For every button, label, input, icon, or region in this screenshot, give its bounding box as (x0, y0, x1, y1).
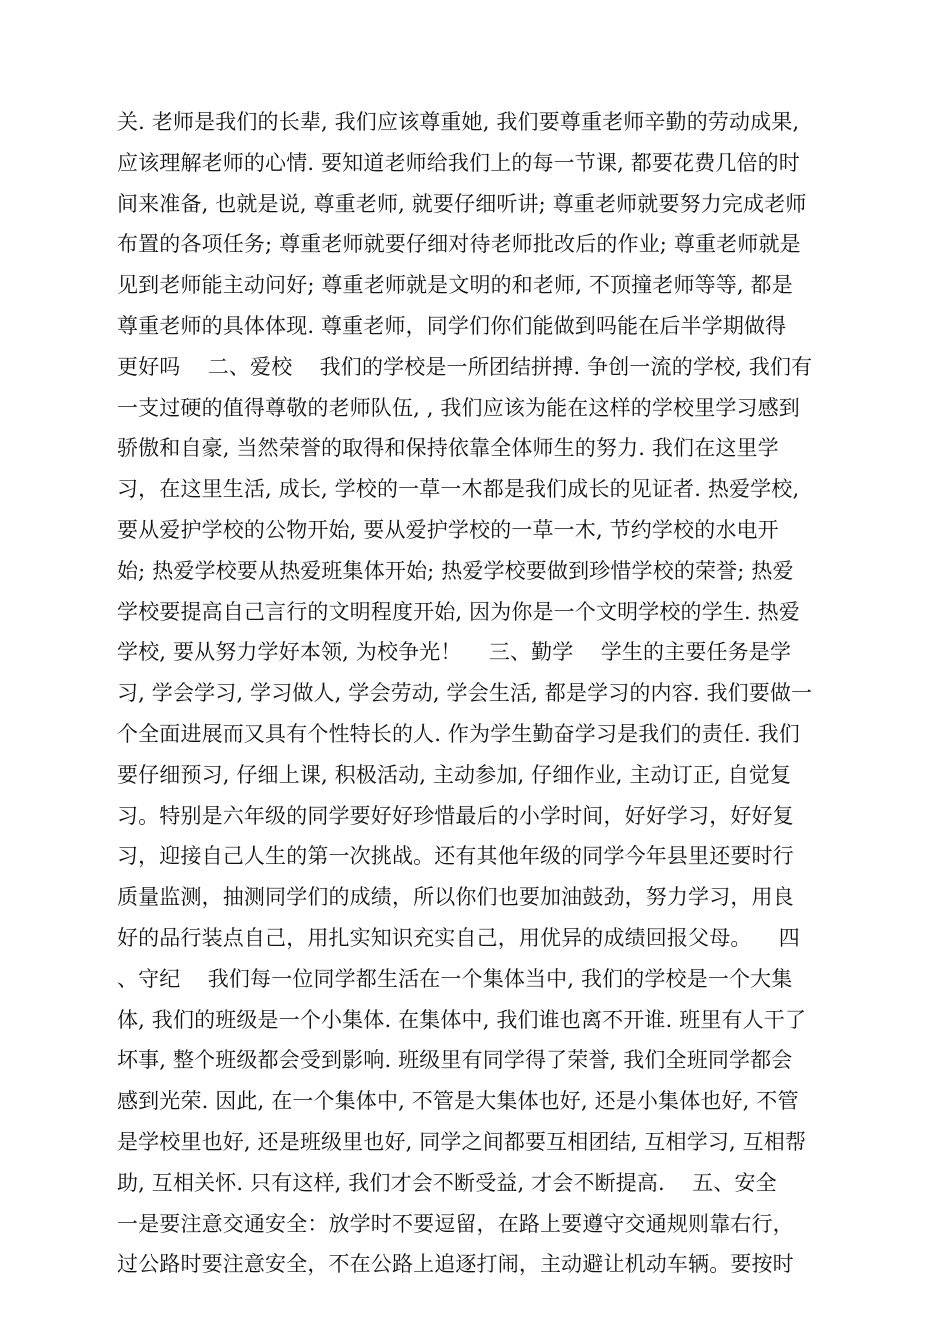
text-line: 感到光荣. 因此, 在一个集体中, 不管是大集体也好, 还是小集体也好, 不管 (117, 1089, 799, 1114)
body-text (117, 102, 837, 1285)
text-line: 始; 热爱学校要从热爱班集体开始; 热爱学校要做到珍惜学校的荣誉; 热爱 (117, 558, 794, 583)
text-line: 学校, 要从努力学好本领, 为校争光！ 三、勤学 学生的主要任务是学 (117, 640, 792, 665)
text-line: 是学校里也好, 还是班级里也好, 同学之间都要互相团结, 互相学习, 互相帮 (117, 1129, 807, 1154)
text-line: 质量监测，抽测同学们的成绩，所以你们也要加油鼓劲，努力学习，用良 (117, 885, 794, 910)
text-line: 体, 我们的班级是一个小集体. 在集体中, 我们谁也离不开谁. 班里有人干了 (117, 1007, 807, 1032)
text-line: 习，迎接自己人生的第一次挑战。还有其他年级的同学今年县里还要时行 (117, 844, 794, 869)
text-line: 习。特别是六年级的同学要好好珍惜最后的小学时间，好好学习，好好复 (117, 803, 794, 828)
text-line: 、守纪 我们每一位同学都生活在一个集体当中, 我们的学校是一个大集 (117, 966, 793, 991)
text-line: 更好吗 二、爱校 我们的学校是一所团结拼搏. 争创一流的学校, 我们有 (117, 354, 813, 379)
text-line: 学校要提高自己言行的文明程度开始, 因为你是一个文明学校的学生. 热爱 (117, 599, 800, 624)
text-line: 好的品行装点自己，用扎实知识充实自己，用优异的成绩回报父母。 四 (117, 925, 800, 950)
text-line: 助, 互相关怀. 只有这样, 我们才会不断受益, 才会不断提高. 五、安全 (117, 1170, 777, 1195)
text-line: 关. 老师是我们的长辈, 我们应该尊重她, 我们要尊重老师辛勤的劳动成果, (117, 110, 800, 134)
text-line: 间来准备, 也就是说, 尊重老师, 就要仔细听讲; 尊重老师就要努力完成老师 (117, 191, 807, 216)
text-line: 过公路时要注意安全，不在公路上追逐打闹，主动避让机动车辆。要按时 (117, 1252, 794, 1277)
text-line: 骄傲和自豪, 当然荣誉的取得和保持依靠全体师生的努力. 我们在这里学 (117, 436, 779, 461)
text-line: 尊重老师的具体体现. 尊重老师，同学们你们能做到吗能在后半学期做得 (117, 313, 787, 338)
text-line: 应该理解老师的心情. 要知道老师给我们上的每一节课, 都要花费几倍的时 (117, 150, 800, 175)
text-line: 布置的各项任务; 尊重老师就要仔细对待老师批改后的作业; 尊重老师就是 (117, 232, 801, 257)
text-line: 习, 学会学习, 学习做人, 学会劳动, 学会生活, 都是学习的内容. 我们要做一 (117, 681, 813, 706)
text-line: 一支过硬的值得尊敬的老师队伍, , 我们应该为能在这样的学校里学习感到 (117, 395, 800, 420)
text-line: 要仔细预习, 仔细上课, 积极活动, 主动参加, 仔细作业, 主动订正, 自觉复 (117, 762, 792, 787)
text-line: 一是要注意交通安全：放学时不要逗留，在路上要遵守交通规则靠右行， (117, 1211, 794, 1236)
text-line: 见到老师能主动问好; 尊重老师就是文明的和老师, 不顶撞老师等等, 都是 (117, 273, 793, 298)
text-line: 坏事, 整个班级都会受到影响. 班级里有同学得了荣誉, 我们全班同学都会 (117, 1048, 793, 1073)
text-line: 要从爱护学校的公物开始, 要从爱护学校的一草一木, 节约学校的水电开 (117, 517, 779, 542)
text-line: 个全面进展而又具有个性特长的人. 作为学生勤奋学习是我们的责任. 我们 (117, 721, 800, 746)
text-line: 习，在这里生活, 成长, 学校的一草一木都是我们成长的见证者. 热爱学校, (117, 477, 800, 502)
